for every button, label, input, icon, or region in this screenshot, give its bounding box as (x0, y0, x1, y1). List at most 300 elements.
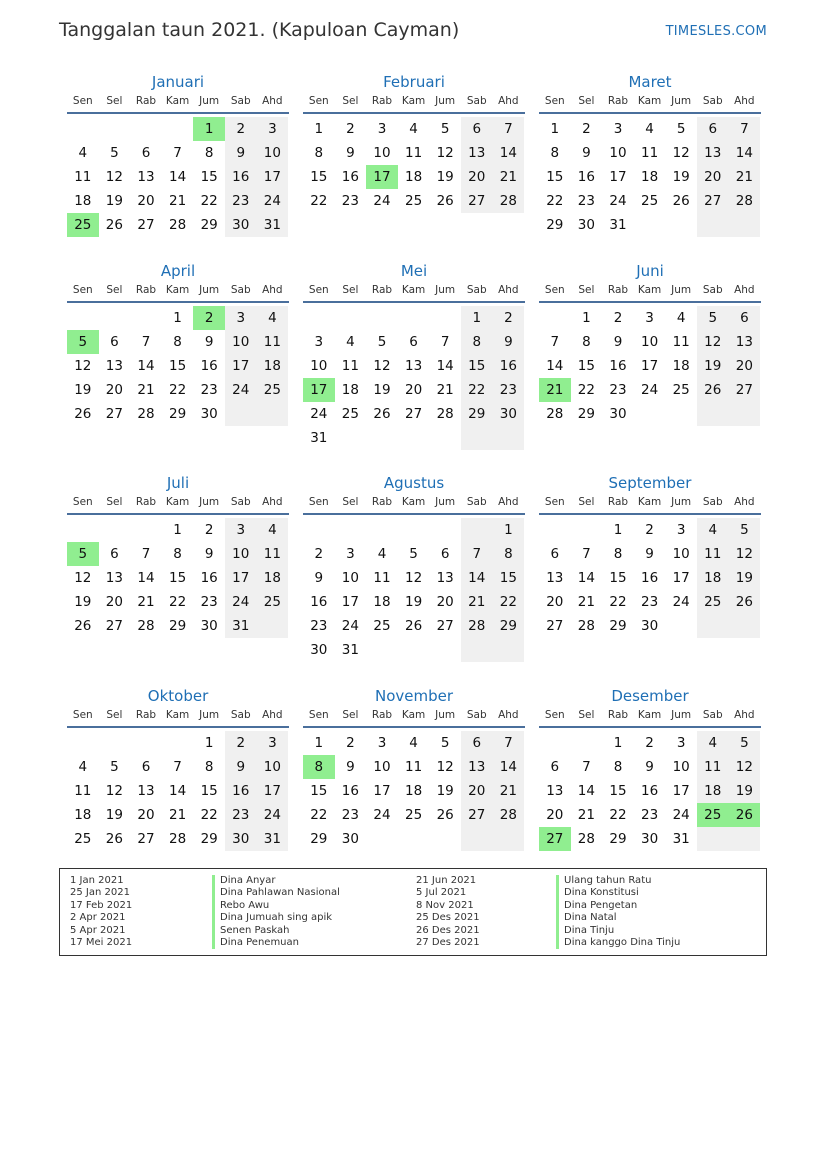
day-cell: 9 (225, 141, 257, 165)
weekday-header (67, 494, 289, 515)
weekday-label: Sen (308, 709, 329, 721)
weekday-label: Ahd (498, 95, 519, 107)
day-cell: 2 (314, 546, 324, 562)
day-cell: 29 (310, 831, 328, 847)
day-cell: 2 (493, 306, 525, 330)
day-cell: 30 (577, 217, 595, 233)
day-cell: 25 (640, 193, 659, 209)
day-grid (67, 117, 289, 237)
empty-cell (697, 402, 729, 426)
day-grid (539, 731, 761, 851)
day-grid (303, 731, 525, 851)
day-cell: 25 (404, 807, 423, 823)
empty-cell (461, 518, 493, 542)
day-cell: 24 (640, 382, 659, 398)
day-cell: 1 (173, 310, 182, 326)
day-cell: 22 (168, 382, 187, 398)
legend-dates-right (416, 875, 480, 949)
month-name: Juni (636, 262, 664, 280)
day-cell: 23 (200, 382, 218, 398)
day-cell: 12 (697, 330, 729, 354)
day-cell: 30 (310, 642, 328, 658)
holiday-date: 26 Des 2021 (416, 924, 480, 936)
weekday-label: Sab (466, 95, 487, 107)
empty-cell (398, 518, 430, 542)
empty-cell (130, 518, 162, 542)
day-cell: 20 (461, 165, 493, 189)
day-cell: 20 (546, 807, 564, 823)
day-cell: 21 (137, 382, 155, 398)
day-cell: 23 (341, 193, 359, 209)
day-cell: 8 (582, 334, 591, 350)
day-cell: 8 (204, 145, 214, 161)
day-cell: 14 (493, 141, 525, 165)
day-cell: 9 (204, 546, 214, 562)
empty-cell (257, 614, 289, 638)
day-cell: 29 (461, 402, 493, 426)
day-cell: 26 (404, 618, 423, 634)
day-cell: 29 (577, 406, 595, 422)
weekday-label: Sel (106, 496, 123, 508)
day-cell: 19 (404, 594, 423, 610)
weekday-label: Kam (637, 284, 662, 296)
day-cell: 9 (645, 759, 654, 775)
day-cell: 10 (609, 145, 627, 161)
weekday-header (539, 93, 761, 114)
day-cell: 25 (257, 590, 289, 614)
day-cell: 20 (546, 594, 564, 610)
day-cell: 23 (493, 378, 525, 402)
day-cell: 17 (672, 783, 690, 799)
day-cell: 19 (105, 193, 123, 209)
day-cell: 24 (373, 807, 391, 823)
day-cell: 2 (346, 735, 355, 751)
empty-cell (99, 306, 131, 330)
day-cell: 14 (168, 783, 187, 799)
weekday-label: Sab (702, 496, 723, 508)
holiday-day: 25 (697, 803, 729, 827)
empty-cell (429, 426, 461, 450)
day-cell: 22 (493, 590, 525, 614)
day-cell: 15 (461, 354, 493, 378)
legend-names-left (212, 875, 340, 949)
weekday-label: Ahd (498, 709, 519, 721)
day-cell: 26 (436, 193, 454, 209)
day-cell: 7 (582, 759, 591, 775)
day-cell: 15 (310, 169, 328, 185)
day-cell: 25 (697, 590, 729, 614)
day-cell: 8 (613, 546, 623, 562)
day-cell: 28 (493, 803, 525, 827)
weekday-label: Kam (165, 284, 190, 296)
empty-cell (571, 731, 603, 755)
day-cell: 26 (729, 590, 761, 614)
day-cell: 29 (200, 217, 218, 233)
day-cell: 27 (461, 803, 493, 827)
day-cell: 30 (493, 402, 525, 426)
day-cell: 24 (225, 378, 257, 402)
day-cell: 22 (577, 382, 595, 398)
empty-cell (729, 213, 761, 237)
day-cell: 6 (550, 546, 560, 562)
month-maret (539, 71, 761, 237)
holiday-day: 8 (303, 755, 335, 779)
day-cell: 4 (697, 518, 729, 542)
weekday-label: Sel (106, 95, 123, 107)
holiday-day: 26 (729, 803, 761, 827)
day-cell: 4 (78, 145, 88, 161)
empty-cell (398, 638, 430, 662)
weekday-label: Sab (702, 709, 723, 721)
day-cell: 20 (697, 165, 729, 189)
day-cell: 10 (341, 570, 359, 586)
weekday-label: Sel (106, 284, 123, 296)
day-cell: 17 (373, 783, 391, 799)
month-juli (67, 472, 289, 638)
day-cell: 27 (461, 189, 493, 213)
legend-dates-left (70, 875, 132, 949)
weekday-label: Rab (135, 284, 157, 296)
holiday-name: Dina Anyar (212, 875, 340, 887)
weekday-label: Jum (435, 284, 456, 296)
day-cell: 25 (672, 382, 690, 398)
weekday-label: Ahd (498, 496, 519, 508)
day-cell: 26 (697, 378, 729, 402)
day-cell: 1 (314, 735, 324, 751)
day-cell: 1 (613, 735, 623, 751)
empty-cell (366, 638, 398, 662)
day-cell: 15 (310, 783, 328, 799)
day-cell: 4 (645, 121, 654, 137)
day-grid (67, 306, 289, 426)
empty-cell (665, 213, 697, 237)
day-cell: 28 (546, 406, 564, 422)
empty-cell (303, 306, 335, 330)
day-cell: 2 (204, 522, 214, 538)
day-cell: 18 (640, 169, 659, 185)
day-grid (539, 306, 761, 426)
day-cell: 12 (373, 358, 391, 374)
month-agustus (303, 472, 525, 662)
day-cell: 28 (493, 189, 525, 213)
weekday-label: Jum (199, 496, 220, 508)
empty-cell (67, 306, 99, 330)
day-cell: 8 (173, 334, 182, 350)
weekday-label: Kam (401, 284, 426, 296)
empty-cell (366, 426, 398, 450)
holiday-day: 5 (67, 542, 99, 566)
day-cell: 10 (310, 358, 328, 374)
day-cell: 12 (74, 570, 92, 586)
day-cell: 5 (110, 145, 119, 161)
day-cell: 4 (346, 334, 355, 350)
day-cell: 27 (105, 618, 123, 634)
holiday-date: 2 Apr 2021 (70, 912, 126, 924)
day-cell: 8 (314, 145, 324, 161)
weekday-header (539, 282, 761, 303)
day-cell: 24 (310, 406, 328, 422)
day-cell: 16 (341, 783, 359, 799)
day-cell: 22 (200, 807, 218, 823)
day-cell: 17 (640, 358, 659, 374)
month-name: Agustus (383, 474, 445, 492)
empty-cell (335, 518, 367, 542)
holiday-name: Dina Pahlawan Nasional (212, 887, 340, 899)
weekday-label: Sel (578, 284, 595, 296)
month-name: Mei (400, 262, 428, 280)
day-cell: 24 (672, 807, 690, 823)
day-cell: 16 (310, 594, 328, 610)
weekday-label: Ahd (734, 95, 755, 107)
holiday-day: 17 (366, 165, 398, 189)
day-cell: 23 (225, 189, 257, 213)
empty-cell (99, 117, 131, 141)
weekday-label: Sab (466, 284, 487, 296)
day-cell: 29 (200, 831, 218, 847)
day-cell: 20 (729, 354, 761, 378)
day-cell: 16 (200, 570, 218, 586)
empty-cell (461, 426, 493, 450)
day-cell: 3 (377, 121, 387, 137)
empty-cell (99, 518, 131, 542)
weekday-label: Rab (135, 95, 157, 107)
empty-cell (67, 117, 99, 141)
day-cell: 17 (672, 570, 690, 586)
empty-cell (493, 638, 525, 662)
weekday-label: Jum (671, 496, 692, 508)
day-cell: 15 (200, 783, 218, 799)
empty-cell (493, 827, 525, 851)
weekday-header (539, 707, 761, 728)
day-grid (303, 518, 525, 662)
day-cell: 30 (640, 831, 659, 847)
day-cell: 23 (310, 618, 328, 634)
day-cell: 2 (582, 121, 591, 137)
day-cell: 6 (141, 145, 151, 161)
day-cell: 28 (168, 217, 187, 233)
empty-cell (729, 827, 761, 851)
day-cell: 4 (78, 759, 88, 775)
day-cell: 22 (200, 193, 218, 209)
day-cell: 15 (577, 358, 595, 374)
day-cell: 11 (672, 334, 690, 350)
day-grid (539, 117, 761, 237)
day-cell: 21 (577, 594, 595, 610)
day-cell: 28 (461, 614, 493, 638)
weekday-label: Rab (607, 496, 629, 508)
weekday-label: Jum (671, 95, 692, 107)
day-cell: 26 (672, 193, 690, 209)
day-cell: 27 (137, 217, 155, 233)
empty-cell (257, 402, 289, 426)
day-cell: 27 (137, 831, 155, 847)
day-grid (67, 731, 289, 851)
day-cell: 26 (74, 406, 92, 422)
month-februari (303, 71, 525, 213)
day-cell: 2 (613, 310, 623, 326)
day-cell: 5 (110, 759, 119, 775)
day-cell: 28 (577, 831, 595, 847)
day-cell: 12 (729, 542, 761, 566)
empty-cell (303, 518, 335, 542)
weekday-label: Sen (308, 284, 329, 296)
day-cell: 16 (577, 169, 595, 185)
weekday-label: Sel (342, 496, 359, 508)
weekday-label: Rab (135, 496, 157, 508)
day-cell: 3 (257, 117, 289, 141)
day-cell: 16 (493, 354, 525, 378)
weekday-label: Sen (544, 709, 565, 721)
holiday-day: 21 (539, 378, 571, 402)
holiday-name: Dina Natal (556, 912, 680, 924)
day-cell: 26 (74, 618, 92, 634)
day-cell: 13 (436, 570, 454, 586)
day-cell: 21 (168, 807, 187, 823)
empty-cell (335, 306, 367, 330)
empty-cell (162, 117, 194, 141)
day-cell: 5 (440, 121, 450, 137)
day-cell: 4 (676, 310, 686, 326)
day-cell: 5 (729, 518, 761, 542)
holiday-name: Ulang tahun Ratu (556, 875, 680, 887)
holiday-name: Dina Pengetan (556, 900, 680, 912)
empty-cell (539, 731, 571, 755)
holiday-date: 21 Jun 2021 (416, 875, 477, 886)
weekday-label: Sel (106, 709, 123, 721)
day-cell: 22 (609, 807, 627, 823)
empty-cell (398, 306, 430, 330)
day-cell: 13 (137, 783, 155, 799)
day-cell: 3 (613, 121, 623, 137)
holiday-name: Dina Penemuan (212, 937, 340, 949)
day-cell: 10 (257, 755, 289, 779)
day-cell: 3 (377, 735, 387, 751)
weekday-label: Rab (607, 95, 629, 107)
empty-cell (130, 306, 162, 330)
day-cell: 4 (409, 735, 418, 751)
day-cell: 14 (168, 169, 187, 185)
weekday-header (303, 494, 525, 515)
day-cell: 6 (110, 334, 119, 350)
weekday-label: Jum (435, 496, 456, 508)
day-cell: 23 (577, 193, 595, 209)
day-cell: 1 (613, 522, 623, 538)
day-cell: 13 (546, 570, 564, 586)
day-cell: 25 (373, 618, 391, 634)
holiday-name: Dina Jumuah sing apik (212, 912, 340, 924)
weekday-header (67, 707, 289, 728)
brand-link[interactable]: TIMESLES.COM (665, 24, 767, 39)
holiday-day: 25 (67, 213, 99, 237)
day-cell: 7 (173, 145, 182, 161)
day-cell: 10 (672, 759, 690, 775)
weekday-label: Jum (435, 709, 456, 721)
weekday-label: Sab (230, 95, 251, 107)
day-cell: 11 (697, 542, 729, 566)
day-cell: 5 (697, 306, 729, 330)
day-cell: 9 (225, 755, 257, 779)
day-cell: 28 (137, 618, 155, 634)
day-cell: 16 (640, 783, 659, 799)
holiday-date: 8 Nov 2021 (416, 899, 474, 911)
legend-names-right (556, 875, 680, 949)
day-cell: 12 (105, 169, 123, 185)
day-cell: 23 (640, 807, 659, 823)
day-cell: 24 (257, 189, 289, 213)
empty-cell (634, 402, 666, 426)
day-cell: 7 (440, 334, 450, 350)
day-cell: 29 (609, 831, 627, 847)
day-cell: 12 (404, 570, 423, 586)
day-grid (303, 306, 525, 450)
month-oktober (67, 685, 289, 851)
day-cell: 10 (640, 334, 659, 350)
weekday-label: Sel (578, 95, 595, 107)
day-cell: 20 (436, 594, 454, 610)
weekday-label: Kam (165, 496, 190, 508)
day-cell: 6 (440, 546, 450, 562)
holiday-name: Senen Paskah (212, 925, 340, 937)
weekday-label: Rab (371, 709, 393, 721)
month-juni (539, 260, 761, 426)
empty-cell (697, 827, 729, 851)
empty-cell (335, 426, 367, 450)
day-cell: 9 (346, 759, 355, 775)
day-cell: 5 (676, 121, 686, 137)
day-cell: 31 (609, 217, 627, 233)
day-cell: 23 (609, 382, 627, 398)
day-cell: 29 (546, 217, 564, 233)
empty-cell (429, 827, 461, 851)
day-cell: 16 (341, 169, 359, 185)
day-cell: 14 (577, 783, 595, 799)
empty-cell (67, 731, 99, 755)
day-cell: 13 (546, 783, 564, 799)
weekday-label: Sen (72, 709, 93, 721)
day-cell: 7 (550, 334, 560, 350)
day-cell: 3 (314, 334, 324, 350)
day-cell: 29 (168, 406, 187, 422)
weekday-label: Sen (544, 95, 565, 107)
day-cell: 18 (404, 169, 423, 185)
day-cell: 15 (200, 169, 218, 185)
holiday-day: 1 (193, 117, 225, 141)
day-cell: 19 (436, 783, 454, 799)
day-cell: 10 (225, 330, 257, 354)
weekday-label: Sel (578, 709, 595, 721)
day-cell: 13 (461, 755, 493, 779)
day-cell: 8 (204, 759, 214, 775)
day-cell: 22 (310, 193, 328, 209)
day-cell: 3 (645, 310, 654, 326)
day-cell: 9 (314, 570, 324, 586)
day-cell: 23 (225, 803, 257, 827)
day-cell: 6 (550, 759, 560, 775)
day-cell: 10 (672, 546, 690, 562)
day-cell: 20 (105, 382, 123, 398)
weekday-label: Sen (544, 284, 565, 296)
day-cell: 3 (225, 518, 257, 542)
day-cell: 17 (257, 779, 289, 803)
day-cell: 7 (173, 759, 182, 775)
day-cell: 27 (729, 378, 761, 402)
empty-cell (571, 518, 603, 542)
day-cell: 20 (137, 193, 155, 209)
day-cell: 2 (225, 117, 257, 141)
day-cell: 22 (461, 378, 493, 402)
day-cell: 3 (346, 546, 355, 562)
day-cell: 9 (645, 546, 654, 562)
